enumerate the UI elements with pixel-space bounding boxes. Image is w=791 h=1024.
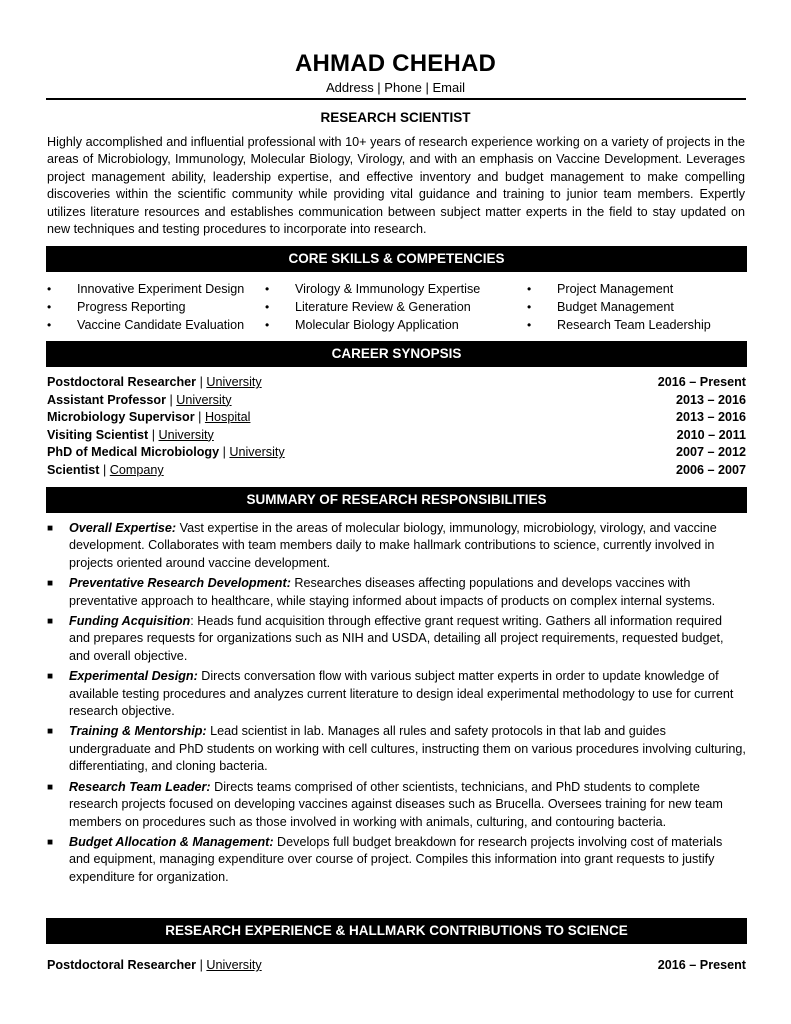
career-section-heading: CAREER SYNOPSIS xyxy=(46,341,747,367)
responsibility-label: Overall Expertise: xyxy=(69,521,177,535)
responsibility-text: Develops full budget breakdown for research projects involving cost of materials and equipment, managing expenditure over course of project. Compiles this information into grant requests to justify expenditure for organization. xyxy=(69,834,723,884)
bullet-icon: • xyxy=(265,300,270,314)
responsibility-item xyxy=(47,668,746,720)
experience-role: Postdoctoral Researcher xyxy=(47,958,197,972)
career-role: Assistant Professor xyxy=(47,392,166,407)
skills-column-2 xyxy=(265,280,515,334)
career-role: PhD of Medical Microbiology xyxy=(47,445,220,460)
responsibility-item xyxy=(47,520,746,572)
bullet-icon: • xyxy=(47,282,52,296)
square-bullet-icon: ■ xyxy=(47,726,54,738)
career-role: Scientist xyxy=(47,462,100,477)
career-row: PhD of Medical Microbiology | University 2007 – 2012 xyxy=(47,444,746,462)
skill-item: • Research Team Leadership xyxy=(527,318,711,332)
square-bullet-icon: ■ xyxy=(47,523,54,534)
skills-section-heading: CORE SKILLS & COMPETENCIES xyxy=(46,246,747,272)
responsibility-text: Lead scientist in lab. Manages all rules and safety protocols in that lab and guides undergraduate and PhD students on working with cell cultures, instructing them on various procedures involving culturing, differentiating, and cloning bacteria. xyxy=(69,724,746,774)
career-synopsis xyxy=(47,374,746,480)
skill-item: • Innovative Experiment Design xyxy=(47,282,245,296)
bullet-icon: • xyxy=(265,318,270,332)
responsibilities-list xyxy=(47,520,746,889)
experience-entry xyxy=(47,957,746,975)
career-years: 2013 – 2016 xyxy=(675,392,746,407)
square-bullet-icon: ■ xyxy=(47,616,54,628)
responsibility-item xyxy=(47,575,746,610)
career-org: University xyxy=(158,427,214,442)
responsibility-item xyxy=(47,613,746,665)
career-org: University xyxy=(229,445,285,460)
skill-item: • Progress Reporting xyxy=(47,300,186,314)
square-bullet-icon: ■ xyxy=(47,836,54,848)
square-bullet-icon: ■ xyxy=(47,781,54,793)
responsibilities-section-heading: SUMMARY OF RESEARCH RESPONSIBILITIES xyxy=(46,487,747,513)
responsibility-text: Directs conversation flow with various subject matter experts in order to update knowledge of available testing procedures and analyzes current literature to design ideal experimental methodology to use for current research objective. xyxy=(69,669,734,719)
skills-column-3 xyxy=(527,280,747,334)
responsibility-text: : Heads fund acquisition through effective grant request writing. Gathers all information required and prepares requests for organizations such as NIH and USDA, detailing all project requirements, requested budget, and overall objective. xyxy=(69,614,724,663)
career-org: University xyxy=(176,392,232,407)
career-role: Visiting Scientist xyxy=(47,427,149,442)
career-row: Scientist | Company 2006 – 2007 xyxy=(47,462,746,480)
responsibility-label: Training & Mentorship: xyxy=(69,724,207,739)
skill-item: • Project Management xyxy=(527,282,674,296)
responsibility-label: Budget Allocation & Management: xyxy=(69,834,274,849)
bullet-icon: • xyxy=(527,300,532,314)
skill-item: • Budget Management xyxy=(527,300,674,314)
experience-row: Postdoctoral Researcher | University 2016 – Present xyxy=(47,957,746,975)
career-row: Postdoctoral Researcher | University 2016 – Present xyxy=(47,374,746,392)
professional-summary: Highly accomplished and influential professional with 10+ years of research experience working on a variety of projects in the areas of Microbiology, Immunology, Molecular Biology, Virology, and with an emphasis on Vaccine Development. Leverages project management ability, leadership expertise, and effective inventory and budget management to make compelling discoveries within the scientific community while providing vital guidance and training to junior team members. Expertly utilizes literature resources and establishes communication between subject matter experts in the field to stay updated on new techniques and testing procedures to incorporate into research. xyxy=(47,135,745,237)
responsibility-item xyxy=(47,834,746,886)
career-years: 2010 – 2011 xyxy=(676,427,746,442)
skills-column-1 xyxy=(47,280,272,334)
skill-item: • Molecular Biology Application xyxy=(265,318,459,332)
career-org: University xyxy=(206,375,262,389)
career-years: 2007 – 2012 xyxy=(675,445,746,460)
responsibility-label: Experimental Design: xyxy=(69,669,198,684)
bullet-icon: • xyxy=(47,318,52,332)
skill-item: • Vaccine Candidate Evaluation xyxy=(47,318,245,332)
experience-section-heading: RESEARCH EXPERIENCE & HALLMARK CONTRIBUTIONS TO SCIENCE xyxy=(46,918,747,944)
responsibility-label: Funding Acquisition xyxy=(69,614,191,629)
bullet-icon: • xyxy=(527,318,532,332)
bullet-icon: • xyxy=(47,300,52,314)
square-bullet-icon: ■ xyxy=(47,578,54,590)
experience-org: University xyxy=(206,958,262,972)
responsibility-item xyxy=(47,779,746,831)
header-divider xyxy=(46,98,746,100)
contact-line: Address | Phone | Email xyxy=(326,80,465,95)
responsibility-text: Directs teams comprised of other scientists, technicians, and PhD students to complete research projects focused on developing vaccines against diseases such as Brucella. Oversees training for new team members on procedures such as those involved in working with animals, culturing, and contouring bacteria. xyxy=(69,779,723,829)
experience-years: 2016 – Present xyxy=(657,958,746,972)
job-title: RESEARCH SCIENTIST xyxy=(320,110,471,125)
responsibility-text: Vast expertise in the areas of molecular biology, immunology, microbiology, virology, and vaccine development. Collaborates with team members daily to make hallmark contributions to science, currently involved in projects oriented around vaccine development. xyxy=(69,521,717,570)
responsibility-label: Preventative Research Development: xyxy=(69,576,291,591)
career-years: 2016 – Present xyxy=(657,375,746,389)
career-row: Visiting Scientist | University 2010 – 2011 xyxy=(47,427,746,445)
bullet-icon: • xyxy=(527,282,532,296)
responsibility-item xyxy=(47,723,746,775)
career-role: Microbiology Supervisor xyxy=(47,410,195,425)
skill-item: • Virology & Immunology Expertise xyxy=(265,282,481,296)
career-row: Microbiology Supervisor | Hospital 2013 – 2016 xyxy=(47,409,746,427)
career-org: Company xyxy=(109,462,164,477)
career-org: Hospital xyxy=(204,410,251,425)
career-role: Postdoctoral Researcher xyxy=(47,375,197,389)
bullet-icon: • xyxy=(265,282,270,296)
square-bullet-icon: ■ xyxy=(47,671,54,683)
career-row: Assistant Professor | University 2013 – 2016 xyxy=(47,392,746,410)
career-years: 2006 – 2007 xyxy=(675,462,746,477)
career-years: 2013 – 2016 xyxy=(675,410,746,425)
responsibility-text: Researches diseases affecting populations and develops vaccines with preventative approach to healthcare, while staying informed about impacts of products on complex internal systems. xyxy=(69,576,716,608)
skill-item: • Literature Review & Generation xyxy=(265,300,471,314)
responsibility-label: Research Team Leader: xyxy=(69,779,211,794)
candidate-name: AHMAD CHEHAD xyxy=(294,50,497,77)
